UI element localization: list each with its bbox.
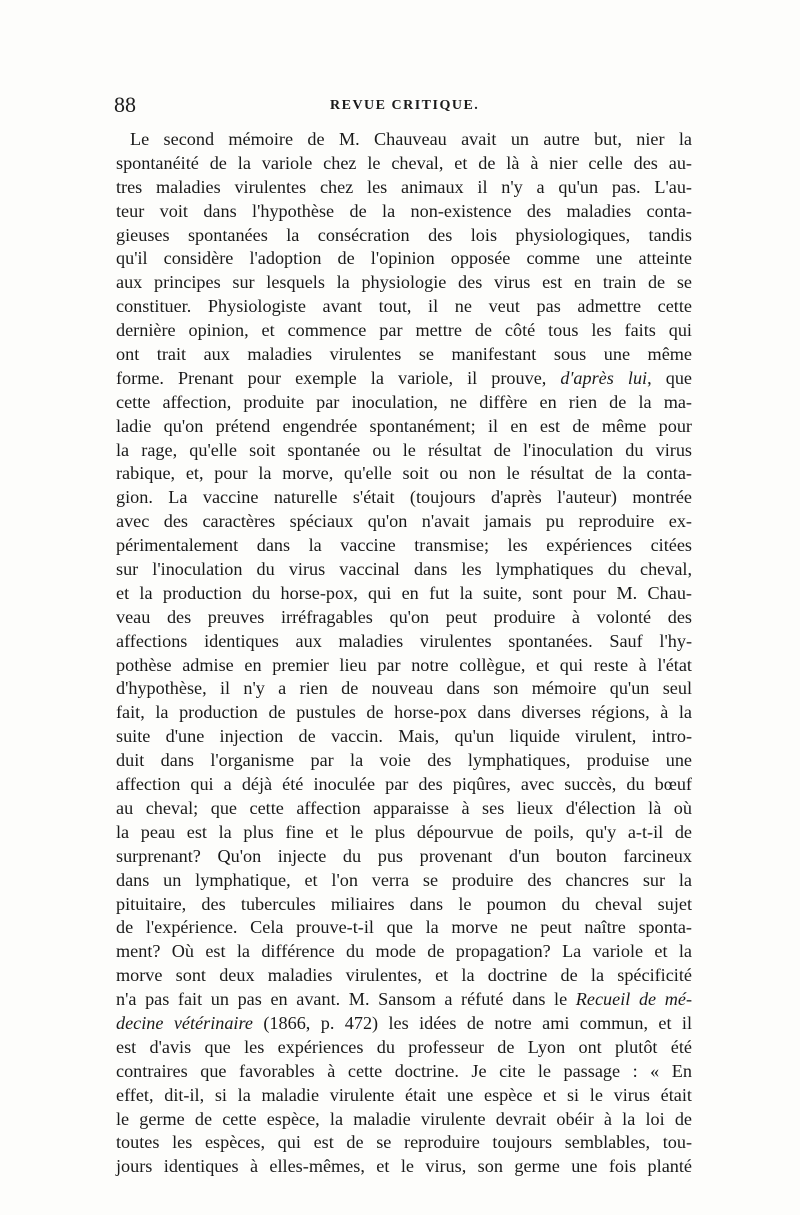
text-line: dernière opinion, et commence par mettre de côté tous les faits qui — [116, 320, 692, 341]
text-line: ont trait aux maladies virulentes se manifestant sous une même — [116, 344, 692, 365]
text-segment: forme. Prenant pour exemple la variole, il prouve, — [116, 367, 561, 388]
text-line: et la production du horse-pox, qui en fut la suite, sont pour M. Chau- — [116, 582, 692, 603]
text-line: constituer. Physiologiste avant tout, il ne veut pas admettre cette — [116, 296, 692, 317]
text-line: dans un lymphatique, et l'on verra se produire des chancres sur la — [116, 869, 692, 890]
running-title: REVUE CRITIQUE. — [330, 98, 480, 113]
text-line: contraires que favorables à cette doctrine. Je cite le passage : « En — [116, 1060, 692, 1081]
text-line: pituitaire, des tubercules miliaires dans le poumon du cheval sujet — [116, 893, 692, 914]
text-line: Le second mémoire de M. Chauveau avait un autre but, nier la — [130, 129, 692, 149]
running-head — [114, 90, 694, 120]
text-line: duit dans l'organisme par la voie des lymphatiques, produise une — [116, 750, 692, 771]
text-line: morve sont deux maladies virulentes, et la doctrine de la spécificité — [116, 965, 692, 986]
text-line: gieuses spontanées la consécration des lois physiologiques, tandis — [116, 224, 692, 245]
text-line: fait, la production de pustules de horse-pox dans diverses régions, à la — [116, 702, 692, 723]
text-segment: n'a pas fait un pas en avant. M. Sansom a réfuté dans le — [116, 989, 576, 1010]
text-line-mixed — [116, 367, 692, 391]
text-line: pothèse admise en premier lieu par notre collègue, et qui reste à l'état — [116, 654, 692, 675]
text-line: est d'avis que les expériences du professeur de Lyon ont plutôt été — [116, 1036, 692, 1057]
text-line: qu'il considère l'adoption de l'opinion opposée comme une atteinte — [116, 248, 692, 269]
italic-apres-lui: d'après lui — [560, 367, 648, 388]
text-line: aux principes sur lesquels la physiologie des virus est en train de se — [116, 272, 692, 293]
text-line: spontanéité de la variole chez le cheval, et de là à nier celle des au- — [116, 152, 692, 173]
text-line: tres maladies virulentes chez les animaux il n'y a qu'un pas. L'au- — [116, 176, 692, 197]
text-line: effet, dit-il, si la maladie virulente était une espèce et si le virus était — [116, 1084, 692, 1105]
text-line-mixed — [116, 1012, 692, 1036]
text-line: surprenant? Qu'on injecte du pus provenant d'un bouton farcineux — [116, 845, 692, 866]
text-line: ladie qu'on prétend engendrée spontanément; il en est de même pour — [116, 415, 692, 436]
text-segment: , que — [647, 367, 692, 388]
text-line: toutes les espèces, qui est de se reproduire toujours semblables, tou- — [116, 1132, 692, 1153]
text-line: affection qui a déjà été inoculée par des piqûres, avec succès, du bœuf — [116, 774, 692, 795]
text-line: la rage, qu'elle soit spontanée ou le résultat de l'inoculation du virus — [116, 439, 692, 460]
text-line: au cheval; que cette affection apparaisse à ses lieux d'élection là où — [116, 797, 692, 818]
text-line: sur l'inoculation du virus vaccinal dans les lymphatiques du cheval, — [116, 559, 692, 580]
text-line: jours identiques à elles-mêmes, et le virus, son germe une fois planté — [116, 1156, 692, 1177]
text-line: la peau est la plus fine et le plus dépourvue de poils, qu'y a-t-il de — [116, 821, 692, 842]
body-text — [116, 128, 692, 1179]
italic-journal-title: decine vétérinaire — [116, 1012, 253, 1033]
text-segment: (1866, p. 472) les idées de notre ami commun, et il — [252, 1012, 693, 1033]
text-line: avec des caractères spéciaux qu'on n'avait jamais pu reproduire ex- — [116, 511, 692, 532]
text-line-mixed — [116, 988, 692, 1012]
text-line: rabique, et, pour la morve, qu'elle soit ou non le résultat de la conta- — [116, 463, 692, 484]
text-line: suite d'une injection de vaccin. Mais, qu'un liquide virulent, intro- — [116, 726, 692, 747]
text-line: ment? Où est la différence du mode de propagation? La variole et la — [116, 941, 692, 962]
text-line: gion. La vaccine naturelle s'était (toujours d'après l'auteur) montrée — [116, 487, 692, 508]
page-number: 88 — [114, 92, 136, 117]
text-line: veau des preuves irréfragables qu'on peut produire à volonté des — [116, 606, 692, 627]
text-line: de l'expérience. Cela prouve-t-il que la morve ne peut naître sponta- — [116, 917, 692, 938]
text-line: cette affection, produite par inoculation, ne diffère en rien de la ma- — [116, 391, 692, 412]
text-line: le germe de cette espèce, la maladie virulente devrait obéir à la loi de — [116, 1108, 692, 1129]
text-line: teur voit dans l'hypothèse de la non-existence des maladies conta- — [116, 200, 692, 221]
italic-recueil: Recueil de mé- — [575, 989, 692, 1010]
text-line: affections identiques aux maladies virulentes spontanées. Sauf l'hy- — [116, 630, 692, 651]
text-line: périmentalement dans la vaccine transmise; les expériences citées — [116, 535, 692, 556]
text-line: d'hypothèse, il n'y a rien de nouveau dans son mémoire qu'un seul — [116, 678, 692, 699]
